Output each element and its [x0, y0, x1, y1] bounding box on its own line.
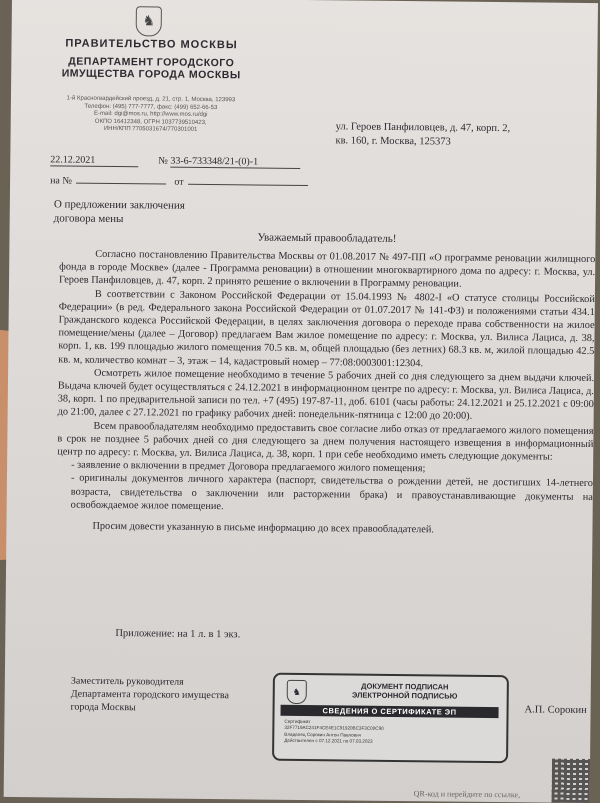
qr-code-icon [552, 759, 598, 803]
reference-field [50, 175, 308, 189]
subject-line-1: О предложении заключения [53, 198, 185, 212]
department-line-2: ИМУЩЕСТВА ГОРОДА МОСКВЫ [61, 67, 241, 82]
stamp-title [315, 681, 495, 701]
cert-number: 32F7719AC241F4CE4E1C91920BC3F3C00C90 [284, 725, 384, 732]
addressee [335, 120, 510, 150]
signer-line-1: Заместитель руководителя [70, 675, 184, 688]
registration-date-field [50, 154, 138, 167]
stamp-title-line-2: ЭЛЕКТРОННОЙ ПОДПИСЬЮ [352, 690, 458, 701]
e-signature-stamp [272, 673, 509, 763]
reference-date-line [188, 184, 308, 186]
body-paragraph: В соответствии с Законом Российской Федерации от 15.04.1993 № 4802-I «О статусе столицы Российской Федерации» (в ред. Федерального закона Российской Федерации от 01.07.2017 № 141-ФЗ) и положениями статьи 434.1 Гражданского кодекса Российской Федерации, в целях заключения договора о переходе права собственности на жилое помещение/мены (далее – Договор) предлагаем Вам жилое помещение по адресу: г. Москва, ул. Вилиса Лациса, д. 38, корп. 1, кв. 199 площадью жилого помещения 70.5 кв. м, общей площадью (без летних) 68.3 кв. м, жилой площадью 42.5 кв. м, количество комнат – 3, этаж – 14, кадастровый номер – 77:08:0003001:12304. [58, 288, 595, 369]
body-paragraph: Просим довести указанную в письме информацию до всех правообладателей. [92, 520, 435, 536]
cert-label: Сертификат [284, 718, 311, 725]
body-paragraph: Всем правообладателям необходимо предоставить свое согласие либо отказ от предлагаемого жилого помещения в срок не позднее 5 рабочих дней со дня следующего за днем получения настоящего извещения в информационный центр по адресу: г. Москва, ул. Вилиса Лациса, д. 38, корп. 1 при себе необходимо иметь следующие документы: [57, 420, 594, 463]
addressee-line-2: кв. 160, г. Москва, 125373 [335, 135, 451, 148]
footer-note: QR-код и перейдите по ссылке, [413, 789, 521, 800]
body-paragraph: - заявление о включении в предмет Договора предлагаемого жилого помещения; [71, 459, 426, 475]
contact-line: 1-й Красногвардейский проезд, д. 21, стр. 1, Москва, 123993 [66, 95, 236, 104]
contact-details [51, 95, 251, 135]
letter-page [4, 0, 598, 803]
cert-owner: Владелец Сорокин Антон Павлович [284, 731, 362, 738]
reference-number-line [76, 183, 166, 185]
government-title: ПРАВИТЕЛЬСТВО МОСКВЫ [65, 37, 238, 52]
registration-date: 22.12.2021 [50, 154, 138, 167]
registration-number-field [158, 155, 300, 168]
stamp-band: СВЕДЕНИЯ О СЕРТИФИКАТЕ ЭП [281, 705, 499, 718]
body-paragraph: Согласно постановлению Правительства Москвы от 01.08.2017 № 497-ПП «О программе реновации жилищного фонда в городе Москве» (далее - Программа реновации) в отношении многоквартирного дома по адресу: г. Москва, ул. Героев Панфиловцев, д. 47, корп. 2 принято решение о включении в Программу реновации. [58, 248, 596, 291]
signer-line-2: Департамента городского имущества [70, 688, 229, 702]
cert-validity: Действителен с 07.12.2021 по 07.03.2023 [284, 738, 373, 744]
moscow-emblem-icon: ♞ [136, 6, 162, 36]
on-label: на № [50, 175, 72, 187]
number-label: № [158, 155, 168, 167]
greeting: Уважаемый правообладатель! [257, 231, 397, 245]
department-line-1: ДЕПАРТАМЕНТ ГОРОДСКОГО [68, 55, 235, 70]
department-title [51, 55, 251, 81]
contact-line: ОКПО 16412348, ОГРН 1037739510423, [94, 118, 207, 126]
signer-line-3: города Москвы [70, 701, 136, 714]
contact-line: ИНН/КПП 7705031674/770301001 [103, 125, 198, 133]
subject [54, 197, 185, 226]
certificate-details [284, 719, 384, 746]
stamp-title-line-1: ДОКУМЕНТ ПОДПИСАН [361, 681, 449, 692]
body-paragraph: - оригиналы документов личного характера (паспорт, свидетельства о рождении детей, не достигших 14-летнего возраста, свидетельства о заключении или расторжении брака) и правоустанавливающие документы на освобождаемое жилое помещение. [70, 473, 594, 513]
signer-name: А.П. Сорокин [524, 704, 587, 716]
addressee-line-1: ул. Героев Панфиловцев, д. 47, корп. 2, [335, 121, 511, 135]
subject-line-2: договора мены [53, 212, 124, 226]
letter-body [56, 247, 595, 538]
body-paragraph: Осмотреть жилое помещение необходимо в течение 5 рабочих дней со дня следующего за днем выдачи ключей. Выдача ключей будет осуществляться с 24.12.2021 в информационном центре по адресу: г. Москва, ул. Вилиса Лациса, д. 38, корп. 1 по предварительной записи по тел. +7 (495) 197-87-11, доб. 6101 (часы работы: 24.12.2021 и 25.12.2021 с 09:00 до 21:00, далее с 27.12.2021 по графику рабочих дней: понедельник-пятница с 12:00 до 20:00). [57, 367, 595, 423]
contact-line: E-mail: dgi@mos.ru, http://www.mos.ru/dgi [94, 110, 208, 118]
attachment-note: Приложение: на 1 л. в 1 экз. [115, 628, 241, 641]
registration-number: 33-6-733348/21-(0)-1 [170, 156, 300, 169]
from-label: от [174, 176, 184, 188]
contact-line: Телефон: (495) 777-7777, факс: (499) 652-66-53 [84, 103, 218, 111]
emblem-icon: ♞ [287, 680, 307, 704]
signer-position [71, 675, 230, 716]
